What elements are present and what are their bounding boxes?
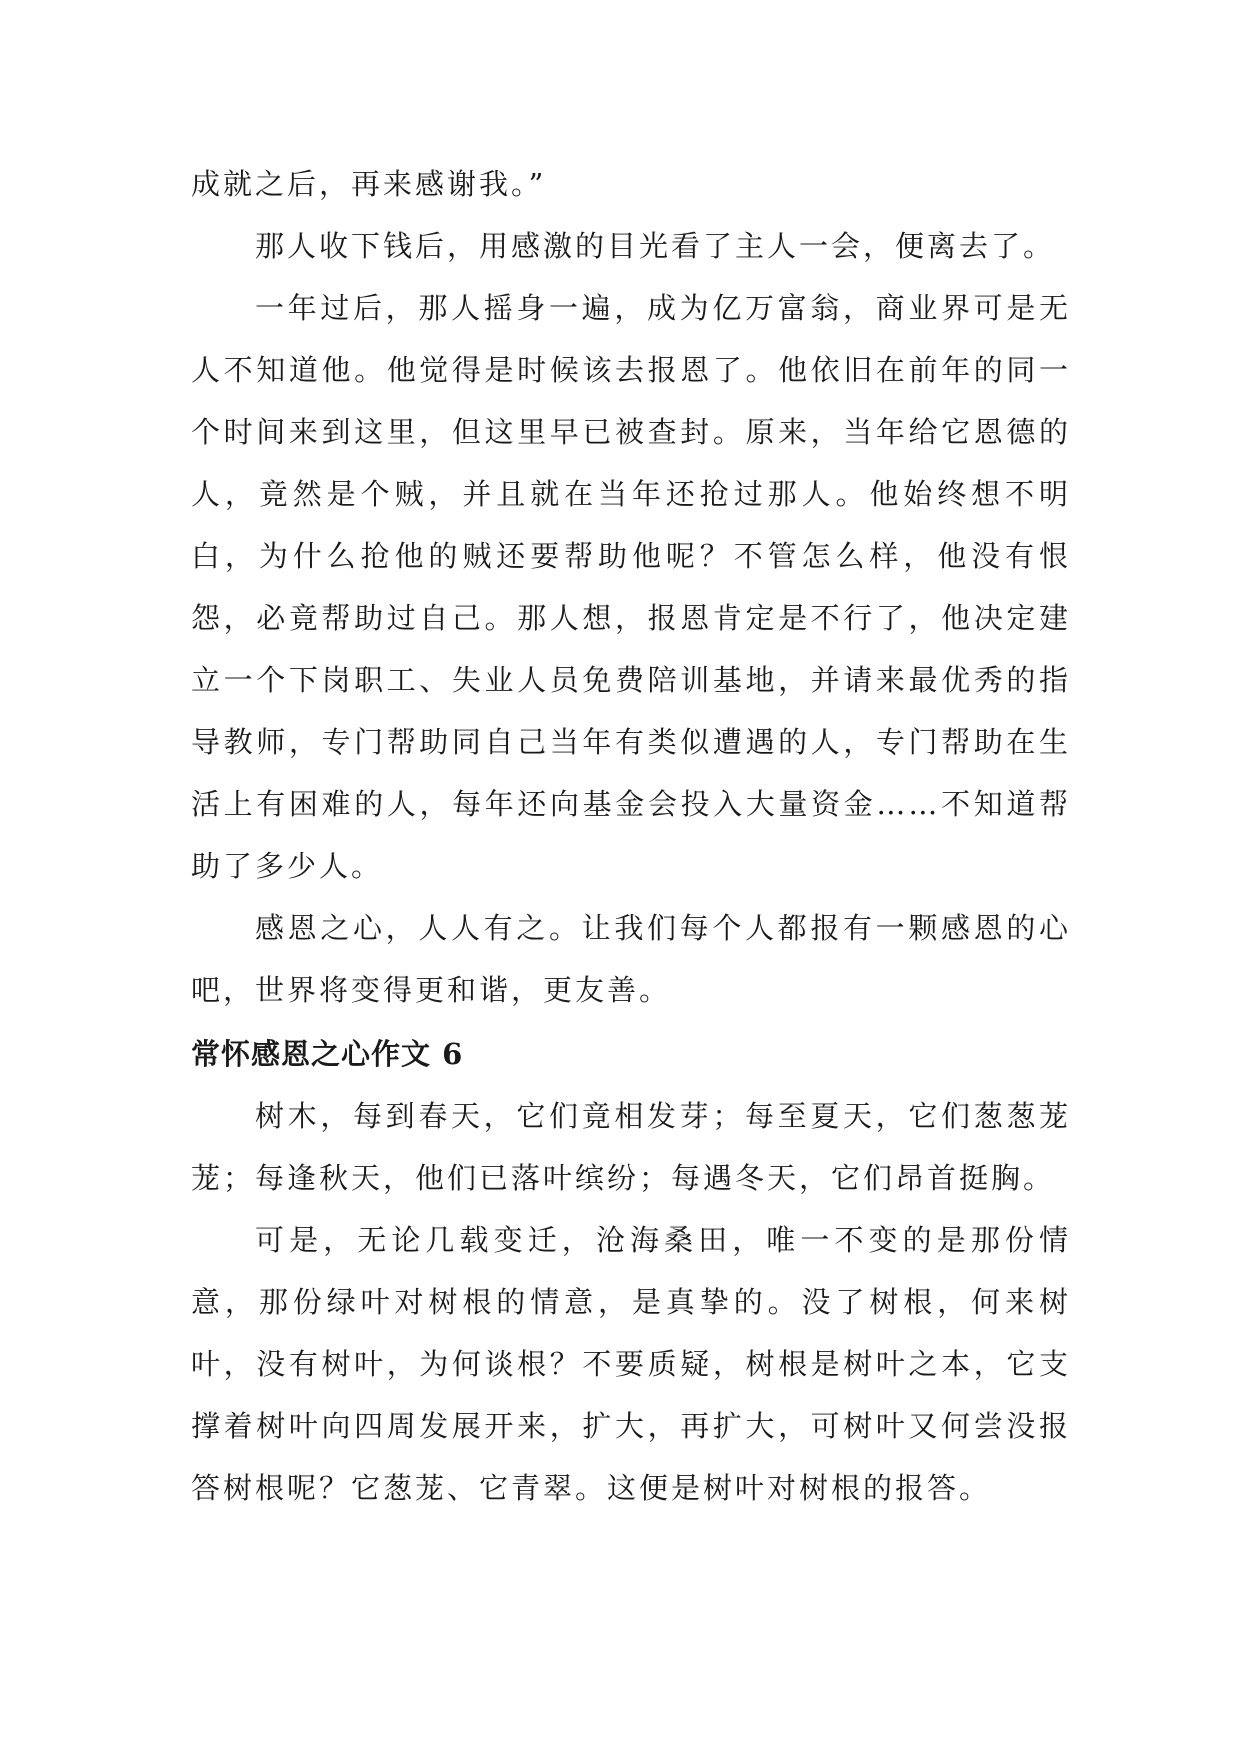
paragraph: 一年过后，那人摇身一遍，成为亿万富翁，商业界可是无人不知道他。他觉得是时候该去报恩了。他依旧在前年的同一个时间来到这里，但这里早已被查封。原来，当年给它恩德的人，竟然是个贼，并且就在当年还抢过那人。他始终想不明白，为什么抢他的贼还要帮助他呢？不管怎么样，他没有恨怨，必竟帮助过自己。那人想，报恩肯定是不行了，他决定建立一个下岗职工、失业人员免费陪训基地，并请来最优秀的指导教师，专门帮助同自己当年有类似遭遇的人，专门帮助在生活上有困难的人，每年还向基金会投入大量资金……不知道帮助了多少人。 <box>191 291 1071 883</box>
section-title: 常怀感恩之心作文 6 <box>191 1037 464 1071</box>
body-text-part1 <box>191 153 1071 1021</box>
paragraph: 可是，无论几载变迁，沧海桑田，唯一不变的是那份情意，那份绿叶对树根的情意，是真挚的。没了树根，何来树叶，没有树叶，为何谈根？不要质疑，树根是树叶之本，它支撑着树叶向四周发展开来，扩大，再扩大，可树叶又何尝没报答树根呢？它葱茏、它青翠。这便是树叶对树根的报答。 <box>191 1223 1071 1505</box>
paragraph: 那人收下钱后，用感激的目光看了主人一会，便离去了。 <box>255 229 1056 263</box>
body-text-part2 <box>191 1085 1071 1519</box>
paragraph-continuation: 成就之后，再来感谢我。” <box>191 167 547 201</box>
paragraph: 感恩之心，人人有之。让我们每个人都报有一颗感恩的心吧，世界将变得更和谐，更友善。 <box>191 911 1071 1007</box>
paragraph: 树木，每到春天，它们竟相发芽；每至夏天，它们葱葱茏茏；每逢秋天，他们已落叶缤纷；每遇冬天，它们昂首挺胸。 <box>191 1099 1071 1195</box>
